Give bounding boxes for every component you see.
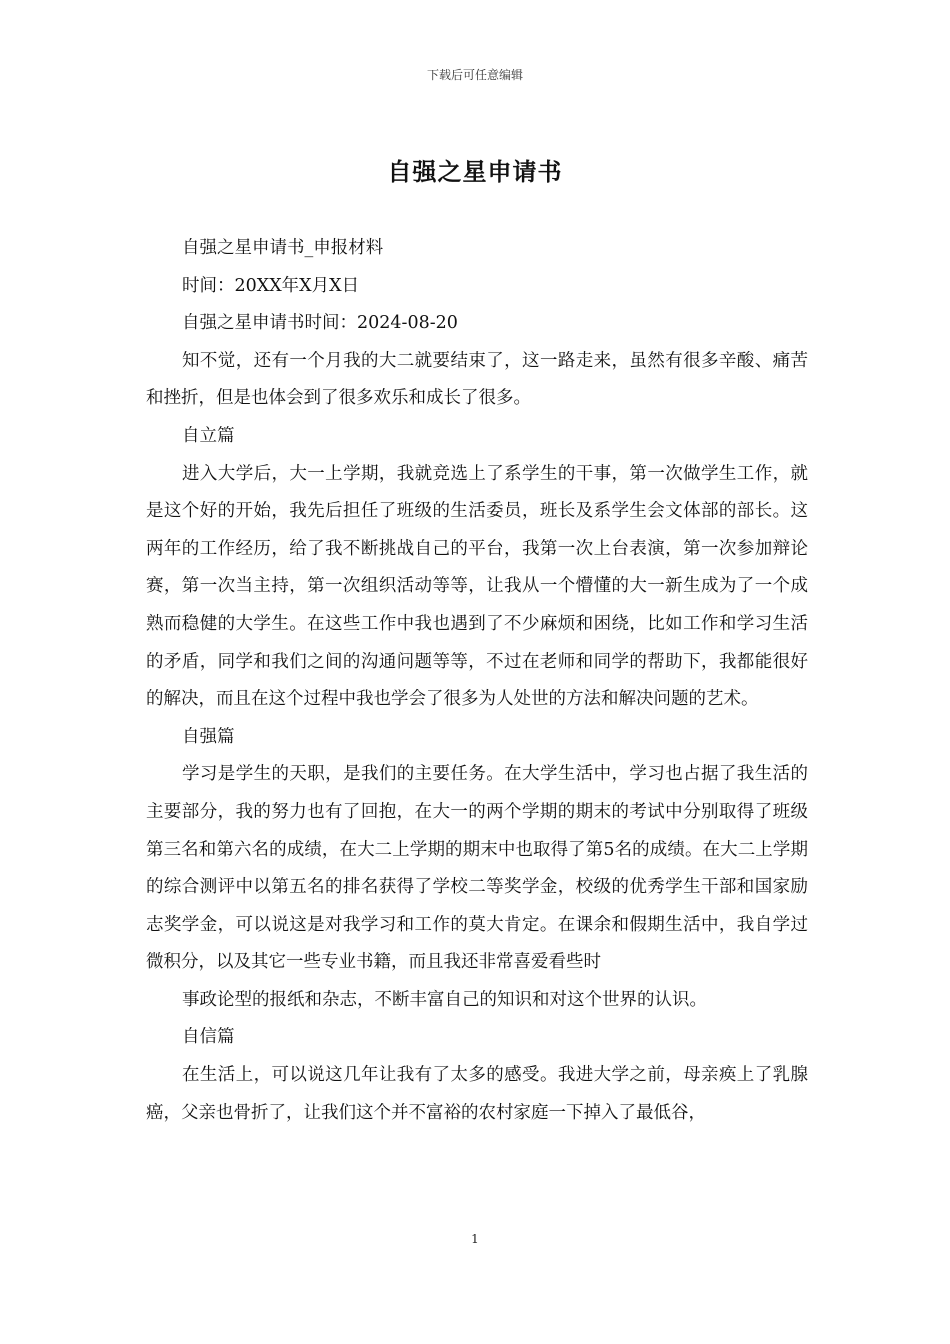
self-reliance-paragraph: 进入大学后，大一上学期，我就竞选上了系学生的干事，第一次做学生工作，就是这个好的开始，我先后担任了班级的生活委员，班长及系学生会文体部的部长。这两年的工作经历，给了我不断挑战自己的平台，我第一次上台表演，第一次参加辩论赛，第一次当主持，第一次组织活动等等，让我从一个懵懂的大一新生成为了一个成熟而稳健的大学生。在这些工作中我也遇到了不少麻烦和困绕，比如工作和学习生活的矛盾，同学和我们之间的沟通问题等等，不过在老师和同学的帮助下，我都能很好的解决，而且在这个过程中我也学会了很多为人处世的方法和解决问题的艺术。 bbox=[146, 463, 808, 710]
self-improvement-continuation: 事政论型的报纸和杂志，不断丰富自己的知识和对这个世界的认识。 bbox=[182, 989, 707, 1010]
intro-paragraph: 知不觉，还有一个月我的大二就要结束了，这一路走来，虽然有很多辛酸、痛苦和挫折，但是也体会到了很多欢乐和成长了很多。 bbox=[146, 350, 808, 409]
document-title: 自强之星申请书 bbox=[387, 157, 563, 186]
document-body bbox=[146, 230, 808, 1132]
self-confidence-paragraph: 在生活上，可以说这几年让我有了太多的感受。我进大学之前，母亲痪上了乳腺癌，父亲也骨折了，让我们这个并不富裕的农村家庭一下掉入了最低谷， bbox=[146, 1065, 808, 1123]
page-header: 下载后可任意编辑 bbox=[426, 68, 523, 82]
application-date-line: 自强之星申请书时间：2024-08-20 bbox=[182, 313, 458, 334]
date-line: 时间：20XX年X月X日 bbox=[182, 275, 360, 296]
section-heading-self-confidence: 自信篇 bbox=[182, 1027, 235, 1048]
subtitle-line: 自强之星申请书_申报材料 bbox=[182, 238, 384, 258]
self-improvement-paragraph: 学习是学生的天职，是我们的主要任务。在大学生活中，学习也占据了我生活的主要部分，我的努力也有了回抱，在大一的两个学期的期末的考试中分别取得了班级第三名和第六名的成绩，在大二上学期的期末中也取得了第5名的成绩。在大二上学期的综合测评中以第五名的排名获得了学校二等奖学金，校级的优秀学生干部和国家励志奖学金，可以说这是对我学习和工作的莫大肯定。在课余和假期生活中，我自学过微积分，以及其它一些专业书籍，而且我还非常喜爱看些时 bbox=[146, 764, 808, 973]
page-number: 1 bbox=[471, 1232, 479, 1246]
section-heading-self-reliance: 自立篇 bbox=[182, 425, 235, 446]
section-heading-self-improvement: 自强篇 bbox=[182, 726, 235, 747]
